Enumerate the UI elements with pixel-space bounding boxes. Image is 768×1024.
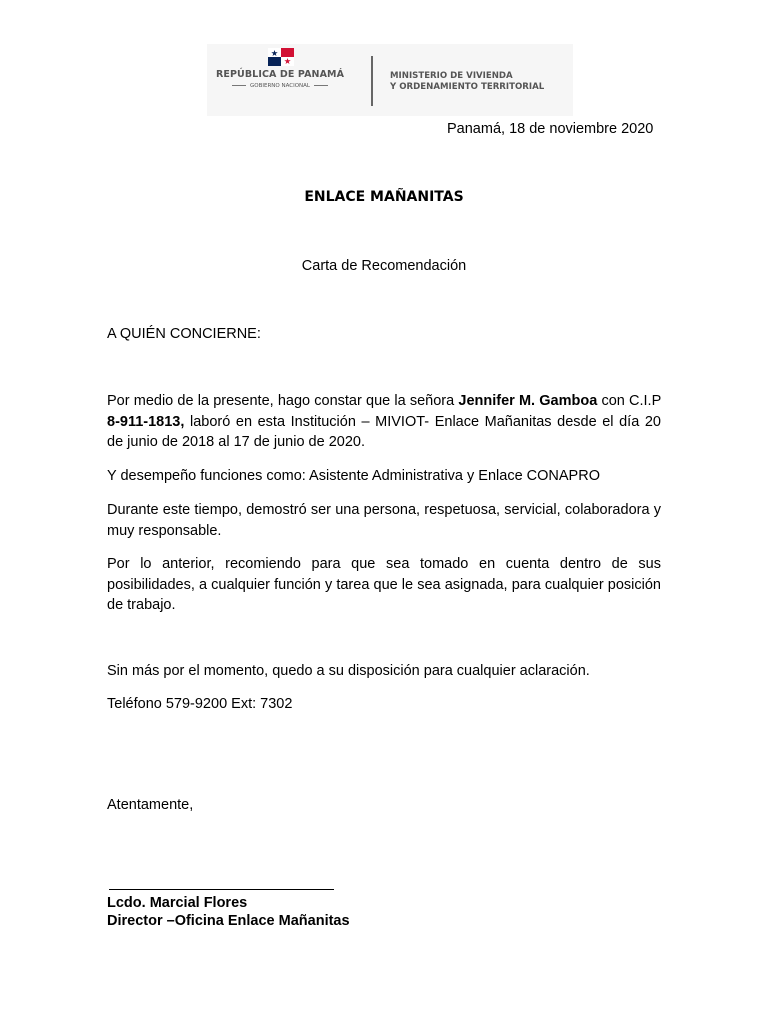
- letter-date: Panamá, 18 de noviembre 2020: [447, 121, 654, 137]
- letter-subject: Carta de Recomendación: [301, 258, 467, 274]
- signature-line: [109, 889, 334, 890]
- paragraph-intro: Por medio de la presente, hago constar que la señora Jennifer M. Gamboa con C.I.P 8-911-1813, laboró en esta Institución – MIVIOT- Enlace Mañanitas desde el día 20 de junio de 2018 al 17 de junio de 2020.: [107, 393, 661, 450]
- signer-title: Director –Oficina Enlace Mañanitas: [107, 913, 350, 929]
- salutation: A QUIÉN CONCIERNE:: [107, 326, 261, 342]
- paragraph-closing-remark: Sin más por el momento, quedo a su disposición para cualquier aclaración.: [107, 663, 590, 679]
- letterhead-logo: [207, 44, 573, 116]
- logo-divider: [371, 56, 373, 106]
- ministry-name: MINISTERIO DE VIVIENDA Y ORDENAMIENTO TERRITORIAL: [390, 71, 545, 92]
- government-label: GOBIERNO NACIONAL: [207, 83, 353, 89]
- signer-name: Lcdo. Marcial Flores: [107, 895, 248, 911]
- contact-phone: Teléfono 579-9200 Ext: 7302: [107, 696, 293, 712]
- paragraph-functions: Y desempeño funciones como: Asistente Administrativa y Enlace CONAPRO: [107, 468, 600, 484]
- paragraph-recommendation: Por lo anterior, recomiendo para que sea tomado en cuenta dentro de sus posibilidades, a cualquier función y tarea que le sea asignada, para cualquier posición de trabajo.: [107, 556, 661, 613]
- organization-heading: ENLACE MAÑANITAS: [304, 189, 464, 205]
- paragraph-qualities: Durante este tiempo, demostró ser una persona, respetuosa, servicial, colaboradora y muy responsable.: [107, 502, 661, 539]
- panama-flag-icon: [268, 48, 294, 66]
- closing-salutation: Atentamente,: [107, 797, 194, 813]
- republic-name: REPÚBLICA DE PANAMÁ: [215, 69, 345, 80]
